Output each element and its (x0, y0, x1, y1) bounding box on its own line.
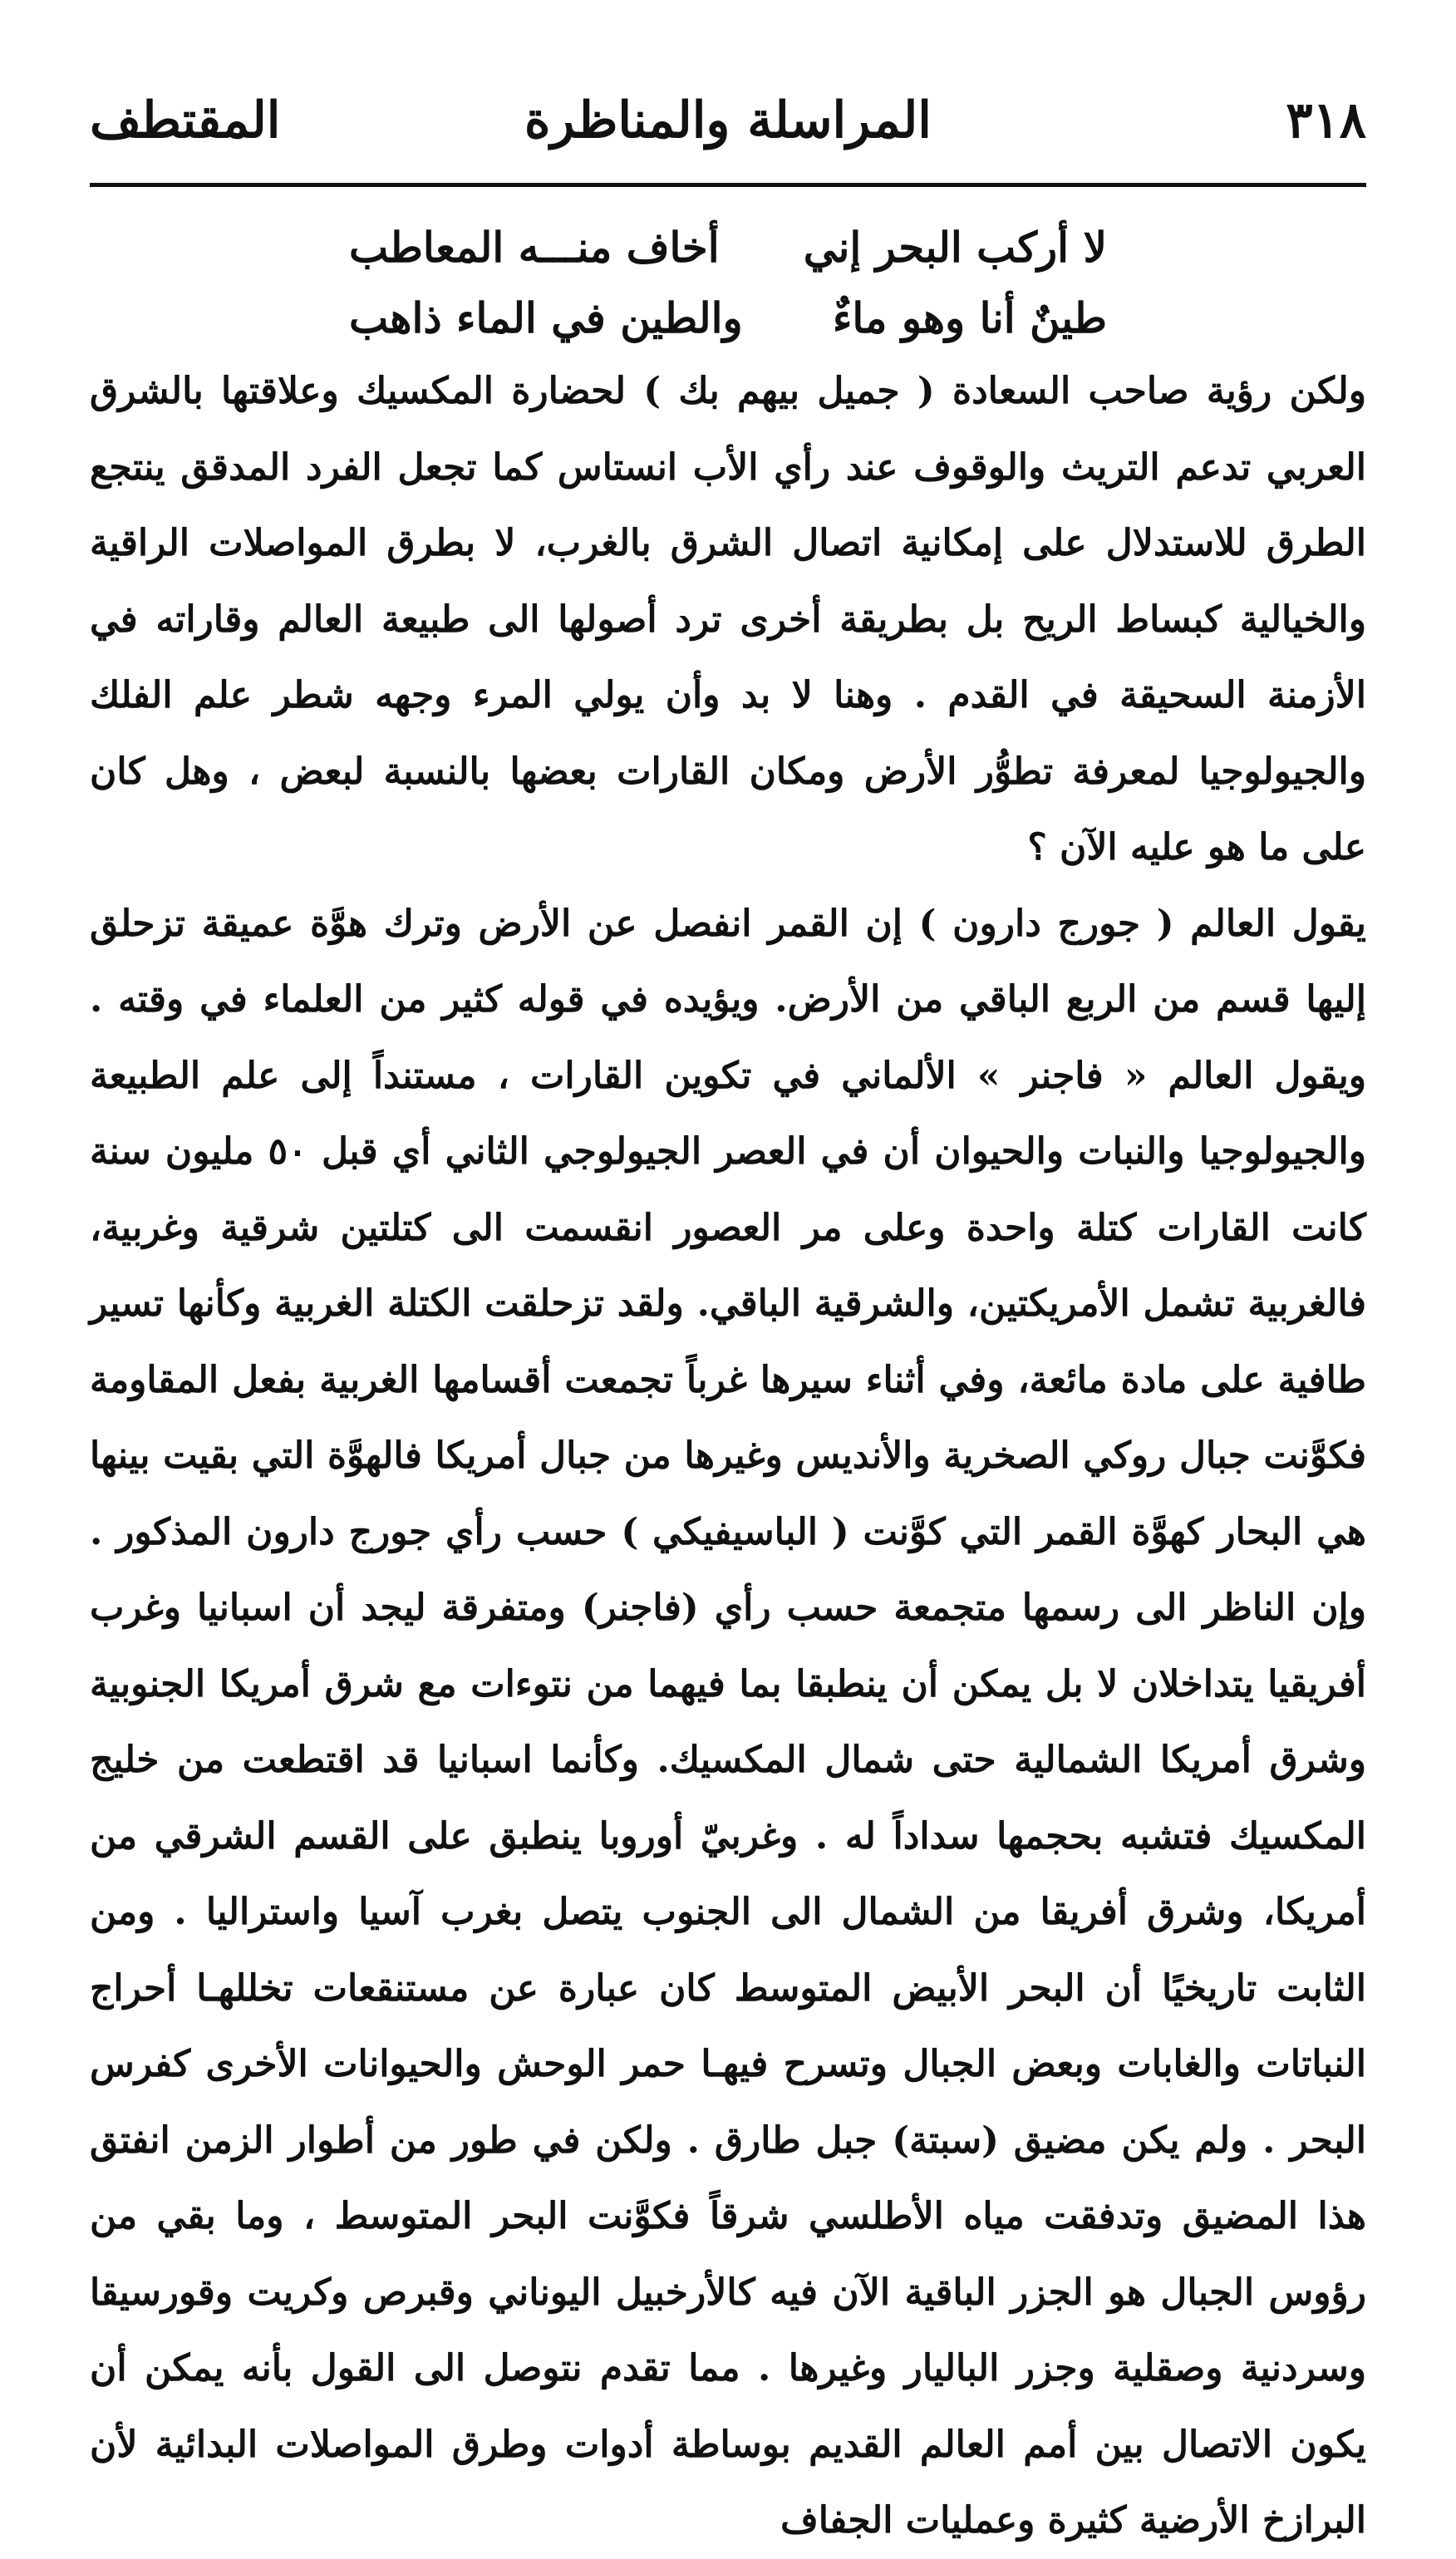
poem-verses (349, 212, 1107, 353)
poem-hemistich-second: والطين في الماء ذاهب (349, 293, 743, 342)
poem-hemistich-first: لا أركب البحر إني (803, 223, 1107, 272)
header-rule (90, 183, 1366, 187)
body-text (90, 353, 1366, 2559)
section-title: المراسلة والمناظرة (524, 91, 932, 150)
poem-hemistich-first: طينٌ أنا وهو ماءٌ (832, 293, 1107, 342)
poem-line (349, 212, 1107, 283)
journal-title: المقتطف (90, 91, 281, 150)
paragraph: ولكن رؤية صاحب السعادة ( جميل بيهم بك ) لحضارة المكسيك وعلاقتها بالشرق العربي تدعم التريث والوقوف عند رأي الأب انستاس كما تجعل الفرد المدقق ينتجع الطرق للاستدلال على إمكانية اتصال الشرق بالغرب، لا بطرق المواصلات الراقية والخيالية كبساط الريح بل بطريقة أخرى ترد أصولها الى طبيعة العالم وقاراته في الأزمنة السحيقة في القدم . وهنا لا بد وأن يولي المرء وجهه شطر علم الفلك والجيولوجيا لمعرفة تطوُّر الأرض ومكان القارات بعضها بالنسبة لبعض ، وهل كان على ما هو عليه الآن ؟ (90, 370, 1366, 869)
poem-hemistich-second: أخاف منـــه المعاطب (349, 223, 720, 272)
poem-line (349, 283, 1107, 353)
page-number: ٣١٨ (1286, 91, 1366, 150)
paragraph: يقول العالم ( جورج دارون ) إن القمر انفصل عن الأرض وترك هوَّة عميقة تزحلق إليها قسم من الربع الباقي من الأرض. ويؤيده في قوله كثير من العلماء في وقته . ويقول العالم « فاجنر » الألماني في تكوين القارات ، مستنداً إلى علم الطبيعة والجيولوجيا والنبات والحيوان أن في العصر الجيولوجي الثاني أي قبل ٥٠ مليون سنة كانت القارات كتلة واحدة وعلى مر العصور انقسمت الى كتلتين شرقية وغربية، فالغربية تشمل الأمريكتين، والشرقية الباقي. ولقد تزحلقت الكتلة الغربية وكأنها تسير طافية على مادة مائعة، وفي أثناء سيرها غرباً تجمعت أقسامها الغربية بفعل المقاومة فكوَّنت جبال روكي الصخرية والأنديس وغيرها من جبال أمريكا فالهوَّة التي بقيت بينها هي البحار كهوَّة القمر التي كوَّنت ( الباسيفيكي ) حسب رأي جورج دارون المذكور . وإن الناظر الى رسمها متجمعة حسب رأي (فاجنر) ومتفرقة ليجد أن اسبانيا وغرب أفريقيا يتداخلان لا بل يمكن أن ينطبقا بما فيهما من نتوءات مع شرق أمريكا الجنوبية وشرق أمريكا الشمالية حتى شمال المكسيك. وكأنما اسبانيا قد اقتطعت من خليج المكسيك فتشبه بحجمها سداداً له . وغربيّ أوروبا ينطبق على القسم الشرقي من أمريكا، وشرق أفريقا من الشمال الى الجنوب يتصل بغرب آسيا واستراليا . ومن الثابت تاريخيًا أن البحر الأبيض المتوسط كان عبارة عن مستنقعات تخللهـا أحراج النباتات والغابات وبعض الجبال وتسرح فيهـا حمر الوحش والحيوانات الأخرى كفرس البحر . ولم يكن مضيق (سبتة) جبل طارق . ولكن في طور من أطوار الزمن انفتق هذا المضيق وتدفقت مياه الأطلسي شرقاً فكوَّنت البحر المتوسط ، وما بقي من رؤوس الجبال هو الجزر الباقية الآن فيه كالأرخبيل اليوناني وقبرص وكريت وقورسيقا وسردنية وصقلية وجزر الباليار وغيرها . مما تقدم نتوصل الى القول بأنه يمكن أن يكون الاتصال بين أمم العالم القديم بوساطة أدوات وطرق المواصلات البدائية لأن البرازخ الأرضية كثيرة وعمليات الجفاف (90, 902, 1367, 2542)
running-header (90, 91, 1366, 166)
